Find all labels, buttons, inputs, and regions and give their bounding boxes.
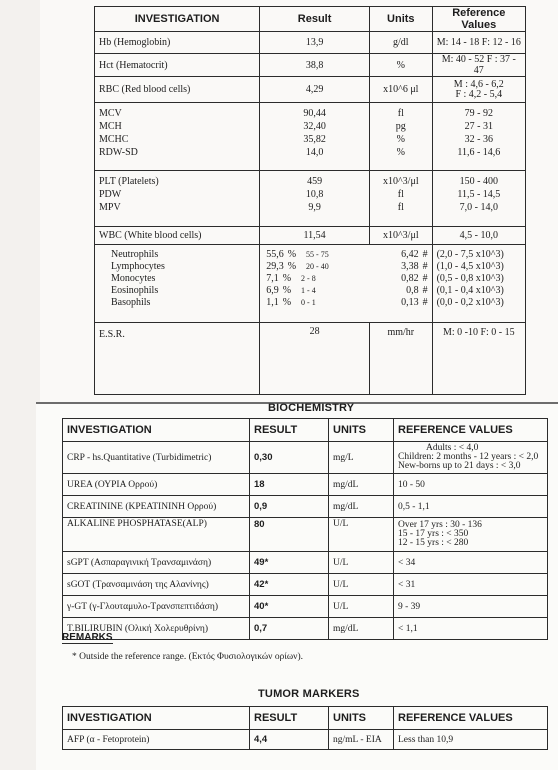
tumor-header-row xyxy=(63,707,548,730)
esr-result: 28 xyxy=(260,323,370,395)
bio-row-sgpt xyxy=(63,552,548,574)
bio-ref-line: New-borns up to 21 days : < 3,0 xyxy=(398,461,521,471)
wbc-name: WBC (White blood cells) xyxy=(95,227,260,245)
platelet-names xyxy=(95,171,260,227)
diff-abs: 0,82 xyxy=(401,273,419,284)
bio-result: 40* xyxy=(250,596,329,618)
bio-name: T.BILIRUBIN (Ολική Χολερυθρίνη) xyxy=(63,618,250,640)
diff-abs-group xyxy=(401,297,428,309)
tumor-ref: Less than 10,9 xyxy=(394,730,548,750)
row-hb xyxy=(95,32,526,54)
tumor-markers-title: TUMOR MARKERS xyxy=(258,688,360,700)
bio-header-investigation: INVESTIGATION xyxy=(63,419,250,442)
platelet-refs xyxy=(432,171,525,227)
diff-abs-mark: # xyxy=(422,249,428,260)
biochemistry-table xyxy=(62,418,548,640)
diff-name-lymphocytes: Lymphocytes xyxy=(111,261,165,272)
diff-ref-lymphocytes: (1,0 - 4,5 x10^3) xyxy=(436,261,504,272)
esr-ref: M: 0 -10 F: 0 - 15 xyxy=(432,323,525,395)
rbc-unit: x10^6 μl xyxy=(370,77,433,103)
mchc-name: MCHC xyxy=(99,134,129,145)
diff-pct-group xyxy=(266,285,316,297)
bio-unit: U/L xyxy=(329,596,394,618)
bio-ref xyxy=(394,518,548,552)
diff-row-neutrophils xyxy=(266,249,427,261)
diff-pct: 7,1 xyxy=(266,273,279,284)
row-rbc xyxy=(95,77,526,103)
bio-row-ggt xyxy=(63,596,548,618)
bio-unit: U/L xyxy=(329,552,394,574)
biochemistry-header-row xyxy=(63,419,548,442)
bio-name: CREATININE (ΚΡΕΑΤΙΝΙΝΗ Ορρού) xyxy=(63,496,250,518)
diff-range: 1 - 4 xyxy=(301,286,316,295)
bio-row-bilirubin xyxy=(63,618,548,640)
hb-result: 13,9 xyxy=(260,32,370,54)
bio-result: 0,9 xyxy=(250,496,329,518)
bio-name: sGOT (Τρανσαμινάση της Αλανίνης) xyxy=(63,574,250,596)
wbc-unit: x10^3/μl xyxy=(370,227,433,245)
tumor-row-afp xyxy=(63,730,548,750)
bio-unit: U/L xyxy=(329,574,394,596)
bio-result: 0,7 xyxy=(250,618,329,640)
pdw-ref: 11,5 - 14,5 xyxy=(457,189,501,200)
row-hct xyxy=(95,54,526,77)
bio-result: 18 xyxy=(250,474,329,496)
bio-ref: 10 - 50 xyxy=(394,474,548,496)
bio-unit: mg/dL xyxy=(329,618,394,640)
diff-abs: 0,8 xyxy=(406,285,419,296)
diff-ref-eosinophils: (0,1 - 0,4 x10^3) xyxy=(436,285,504,296)
plt-result: 459 xyxy=(307,176,323,187)
diff-range: 0 - 1 xyxy=(301,298,316,307)
tumor-header-result: RESULT xyxy=(250,707,329,730)
diff-abs-group xyxy=(401,261,428,273)
hct-ref: M: 40 - 52 F : 37 - 47 xyxy=(432,54,525,77)
mcv-name: MCV xyxy=(99,108,122,119)
mpv-result: 9,9 xyxy=(308,202,321,213)
bio-ref xyxy=(394,442,548,474)
bio-name: ALKALINE PHOSPHATASE(ALP) xyxy=(63,518,250,552)
mchc-ref: 32 - 36 xyxy=(464,134,493,145)
bio-unit: mg/dL xyxy=(329,474,394,496)
diff-abs-mark: # xyxy=(422,273,428,284)
bio-ref: < 1,1 xyxy=(394,618,548,640)
bio-result: 0,30 xyxy=(250,442,329,474)
diff-name-monocytes: Monocytes xyxy=(111,273,156,284)
rdw-ref: 11,6 - 14,6 xyxy=(457,147,501,158)
platelet-results xyxy=(260,171,370,227)
diff-ref-monocytes: (0,5 - 0,8 x10^3) xyxy=(436,273,504,284)
row-indices xyxy=(95,103,526,171)
bio-row-crp xyxy=(63,442,548,474)
hct-unit: % xyxy=(370,54,433,77)
bio-unit: mg/dL xyxy=(329,496,394,518)
mcv-ref: 79 - 92 xyxy=(464,108,493,119)
diff-abs-mark: # xyxy=(422,285,428,296)
pdw-result: 10,8 xyxy=(305,189,324,200)
indices-results xyxy=(260,103,370,171)
diff-abs-group xyxy=(401,273,428,285)
esr-unit: mm/hr xyxy=(370,323,433,395)
mpv-unit: fl xyxy=(397,202,404,213)
bio-unit: mg/L xyxy=(329,442,394,474)
bio-row-urea xyxy=(63,474,548,496)
diff-pct-group xyxy=(266,273,316,285)
diff-pct-group xyxy=(266,261,329,273)
diff-pct-unit: % xyxy=(287,261,297,272)
bio-result: 42* xyxy=(250,574,329,596)
plt-unit: x10^3/μl xyxy=(382,176,419,187)
diff-pct-unit: % xyxy=(282,273,292,284)
mch-ref: 27 - 31 xyxy=(464,121,493,132)
diff-pct: 29,3 xyxy=(266,261,284,272)
diff-abs-mark: # xyxy=(422,297,428,308)
bio-ref-line: 15 - 17 yrs : < 350 xyxy=(398,529,469,539)
rbc-ref xyxy=(432,77,525,103)
hct-result: 38,8 xyxy=(260,54,370,77)
bio-name: CRP - hs.Quantitative (Turbidimetric) xyxy=(63,442,250,474)
tumor-unit: ng/mL - EIA xyxy=(329,730,394,750)
row-esr xyxy=(95,323,526,395)
wbc-ref: 4,5 - 10,0 xyxy=(432,227,525,245)
diff-names xyxy=(95,245,260,323)
diff-row-lymphocytes xyxy=(266,261,427,273)
bio-ref-line: 12 - 15 yrs : < 280 xyxy=(398,538,469,548)
bio-ref: 0,5 - 1,1 xyxy=(394,496,548,518)
header-reference: Reference Values xyxy=(432,7,525,32)
diff-pct: 55,6 xyxy=(266,249,284,260)
diff-ref-neutrophils: (2,0 - 7,5 x10^3) xyxy=(436,249,504,260)
rdw-result: 14,0 xyxy=(305,147,324,158)
diff-values xyxy=(260,245,432,323)
header-units: Units xyxy=(370,7,433,32)
diff-range: 55 - 75 xyxy=(306,250,329,259)
diff-pct: 1,1 xyxy=(266,297,279,308)
pdw-name: PDW xyxy=(99,189,122,200)
mchc-unit: % xyxy=(396,134,405,145)
bio-name: γ-GT (γ-Γλουταμυλο-Τρανσπεπτιδάση) xyxy=(63,596,250,618)
bio-row-alp xyxy=(63,518,548,552)
tumor-header-units: UNITS xyxy=(329,707,394,730)
tumor-header-reference: REFERENCE VALUES xyxy=(394,707,548,730)
bio-unit: U/L xyxy=(329,518,394,552)
header-result: Result xyxy=(260,7,370,32)
mcv-unit: fl xyxy=(397,108,404,119)
rbc-result: 4,29 xyxy=(260,77,370,103)
mch-result: 32,40 xyxy=(303,121,326,132)
hematology-header-row xyxy=(95,7,526,32)
rdw-unit: % xyxy=(396,147,405,158)
diff-abs-group xyxy=(406,285,428,297)
diff-name-neutrophils: Neutrophils xyxy=(111,249,159,260)
tumor-header-investigation: INVESTIGATION xyxy=(63,707,250,730)
bio-ref: < 34 xyxy=(394,552,548,574)
bio-row-sgot xyxy=(63,574,548,596)
diff-abs: 3,38 xyxy=(401,261,419,272)
tumor-markers-table xyxy=(62,706,548,750)
bio-name: UREA (ΟΥΡΙΑ Ορρού) xyxy=(63,474,250,496)
diff-abs: 6,42 xyxy=(401,249,419,260)
bio-header-result: RESULT xyxy=(250,419,329,442)
mch-name: MCH xyxy=(99,121,122,132)
diff-range: 2 - 8 xyxy=(301,274,316,283)
hb-ref: M: 14 - 18 F: 12 - 16 xyxy=(432,32,525,54)
diff-range: 20 - 40 xyxy=(306,262,329,271)
diff-pct-unit: % xyxy=(282,285,292,296)
mchc-result: 35,82 xyxy=(303,134,326,145)
rbc-ref-female: F : 4,2 - 5,4 xyxy=(455,88,503,100)
indices-refs xyxy=(432,103,525,171)
header-investigation: INVESTIGATION xyxy=(95,7,260,32)
bio-ref-line: Adults : < 4,0 xyxy=(426,443,479,453)
bio-ref: 9 - 39 xyxy=(394,596,548,618)
indices-names xyxy=(95,103,260,171)
plt-name: PLT (Platelets) xyxy=(99,176,159,187)
diff-pct-group xyxy=(266,297,316,309)
wbc-result: 11,54 xyxy=(260,227,370,245)
diff-abs-mark: # xyxy=(422,261,428,272)
rbc-name: RBC (Red blood cells) xyxy=(95,77,260,103)
biochemistry-title: BIOCHEMISTRY xyxy=(268,402,355,414)
esr-name: E.S.R. xyxy=(95,323,260,395)
bio-result: 80 xyxy=(250,518,329,552)
diff-name-basophils: Basophils xyxy=(111,297,151,308)
row-wbc xyxy=(95,227,526,245)
diff-refs xyxy=(432,245,525,323)
diff-abs-group xyxy=(401,249,428,261)
diff-pct-unit: % xyxy=(287,249,297,260)
plt-ref: 150 - 400 xyxy=(459,176,498,187)
row-differential xyxy=(95,245,526,323)
remarks-note: * Outside the reference range. (Εκτός Φυσιολογικών ορίων). xyxy=(72,652,303,662)
diff-pct-group xyxy=(266,249,329,261)
mch-unit: pg xyxy=(395,121,406,132)
hematology-table xyxy=(94,6,526,395)
mcv-result: 90,44 xyxy=(303,108,326,119)
tumor-name: AFP (α - Fetoprotein) xyxy=(63,730,250,750)
bio-row-creatinine xyxy=(63,496,548,518)
remarks-title: REMARKS xyxy=(62,632,113,643)
platelet-units xyxy=(370,171,433,227)
tumor-result: 4,4 xyxy=(250,730,329,750)
mpv-name: MPV xyxy=(99,202,121,213)
hct-name: Hct (Hematocrit) xyxy=(95,54,260,77)
row-platelets xyxy=(95,171,526,227)
hb-name: Hb (Hemoglobin) xyxy=(95,32,260,54)
hb-unit: g/dl xyxy=(370,32,433,54)
diff-row-monocytes xyxy=(266,273,427,285)
diff-row-eosinophils xyxy=(266,285,427,297)
diff-abs: 0,13 xyxy=(401,297,419,308)
mpv-ref: 7,0 - 14,0 xyxy=(459,202,498,213)
indices-units xyxy=(370,103,433,171)
diff-pct-unit: % xyxy=(282,297,292,308)
bio-ref: < 31 xyxy=(394,574,548,596)
diff-name-eosinophils: Eosinophils xyxy=(111,285,159,296)
diff-ref-basophils: (0,0 - 0,2 x10^3) xyxy=(436,297,504,308)
bio-header-units: UNITS xyxy=(329,419,394,442)
bio-name: sGPT (Ασπαραγινική Τρανσαμινάση) xyxy=(63,552,250,574)
rbc-ref-male: M : 4,6 - 6,2 xyxy=(453,78,504,90)
bio-result: 49* xyxy=(250,552,329,574)
bio-ref-line: Children: 2 months - 12 years : < 2,0 xyxy=(398,452,539,462)
rdw-name: RDW-SD xyxy=(99,147,138,158)
pdw-unit: fl xyxy=(397,189,404,200)
diff-row-basophils xyxy=(266,297,427,309)
diff-pct: 6,9 xyxy=(266,285,279,296)
bio-ref-line: Over 17 yrs : 30 - 136 xyxy=(398,520,482,530)
bio-header-reference: REFERENCE VALUES xyxy=(394,419,548,442)
